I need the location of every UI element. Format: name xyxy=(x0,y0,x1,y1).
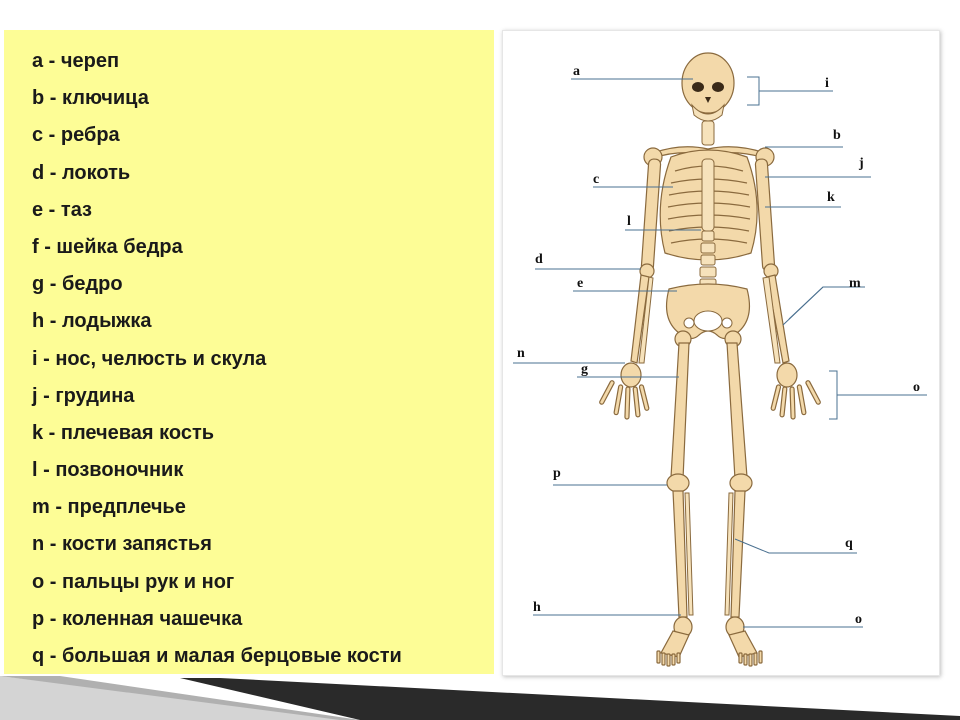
label-o-foot: o xyxy=(855,612,862,627)
label-l: l xyxy=(627,214,631,229)
label-k: k xyxy=(827,190,835,205)
legend-panel xyxy=(4,30,494,674)
skeleton-illustration xyxy=(599,53,821,666)
left-foot xyxy=(657,617,692,666)
legend-item-m: m - предплечье xyxy=(32,496,186,519)
label-c: c xyxy=(593,172,600,187)
right-femur xyxy=(727,343,747,479)
left-femur xyxy=(671,343,689,479)
legend-item-e: e - таз xyxy=(32,198,92,221)
label-p: p xyxy=(553,466,561,481)
legend-item-i: i - нос, челюсть и скула xyxy=(32,347,267,370)
left-hand xyxy=(599,363,649,419)
right-foot xyxy=(726,617,762,666)
legend-item-p: p - коленная чашечка xyxy=(32,607,243,630)
legend-item-h: h - лодыжка xyxy=(32,310,152,333)
legend-item-f: f - шейка бедра xyxy=(32,235,183,258)
left-kneecap xyxy=(667,474,689,492)
right-humerus xyxy=(755,159,775,272)
label-b: b xyxy=(833,128,841,143)
right-hand xyxy=(771,363,821,419)
label-n: n xyxy=(517,346,525,361)
label-a: a xyxy=(573,64,580,79)
skull xyxy=(682,53,734,113)
label-i: i xyxy=(825,76,829,91)
label-m: m xyxy=(849,276,861,291)
legend-item-o: o - пальцы рук и ног xyxy=(32,570,235,593)
label-g: g xyxy=(581,362,588,377)
cervical-spine xyxy=(702,121,714,145)
bottom-accent-bar xyxy=(0,676,960,720)
sternum xyxy=(702,159,714,231)
legend-item-g: g - бедро xyxy=(32,273,123,296)
legend-item-a: a - череп xyxy=(32,50,120,72)
label-o-hand: o xyxy=(913,380,920,395)
legend-item-k: k - плечевая кость xyxy=(32,421,215,444)
legend-item-n: n - кости запястья xyxy=(32,533,212,556)
skeleton-diagram xyxy=(503,31,939,675)
skeleton-figure-panel xyxy=(502,30,940,676)
legend-list xyxy=(32,48,402,680)
label-j: j xyxy=(859,156,864,171)
left-humerus xyxy=(641,159,661,272)
spine xyxy=(700,231,716,289)
left-tibia xyxy=(673,491,687,617)
legend-item-d: d - локоть xyxy=(32,161,131,184)
label-d: d xyxy=(535,252,543,267)
label-q: q xyxy=(845,536,853,551)
legend-item-c: c - ребра xyxy=(32,124,120,147)
legend-item-q: q - большая и малая берцовые кости xyxy=(32,645,402,667)
right-tibia xyxy=(731,491,745,617)
label-e: e xyxy=(577,276,584,291)
legend-item-b: b - ключица xyxy=(32,87,149,110)
label-h: h xyxy=(533,600,541,615)
right-kneecap xyxy=(730,474,752,492)
legend-item-j: j - грудина xyxy=(32,384,135,407)
legend-item-l: l - позвоночник xyxy=(32,459,184,482)
